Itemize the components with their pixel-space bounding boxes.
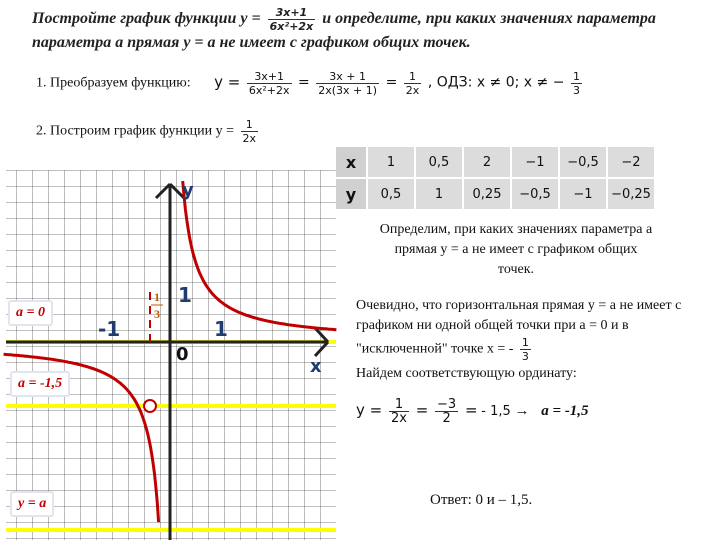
label-a-zero: a = 0: [8, 300, 53, 326]
table-cell: −0,5: [511, 178, 559, 210]
label-a-minus: a = -1,5: [10, 371, 70, 397]
table-cell: 1: [367, 146, 415, 178]
table-cell: 2: [463, 146, 511, 178]
table-cell: 0,5: [415, 146, 463, 178]
function-graph: [0, 170, 340, 540]
table-header-x: x: [335, 146, 367, 178]
task-text-2: и определите, при каких значениях параметра: [322, 10, 656, 28]
step-1-label: 1. Преобразуем функцию:: [36, 75, 191, 91]
step-1-fraction-3: $\frac{1}{2x}$: [405, 70, 420, 97]
table-cell: 0,5: [367, 178, 415, 210]
table-row-y: [335, 178, 655, 210]
x-axis-label: x: [310, 356, 322, 377]
task-statement: [32, 6, 712, 53]
task-fraction: $\frac{3x+1}{\text{6x²+2x}}$: [269, 6, 314, 33]
calc-fraction-1: $\frac{1}{2x}$: [390, 397, 407, 426]
explanation-main: Очевидно, что горизонтальная прямая y = a не имеет с графиком ни одной общей точки при a = 0 и в "исключенной" точке x = - $\frac{1}{3}$: [356, 298, 682, 363]
task-formula: y = $\frac{3x+1}{\text{6x²+2x}}$: [240, 6, 314, 33]
table-cell: −1: [559, 178, 607, 210]
domain-condition: , ОДЗ: x ≠ 0; x ≠ −: [427, 74, 565, 91]
step-1-fraction-1: $\frac{3x+1}{\text{6x²+2x}}$: [248, 70, 290, 97]
table-cell: −0,5: [559, 146, 607, 178]
task-text-1: Постройте график функции: [32, 10, 237, 28]
table-row-x: [335, 146, 655, 178]
asymptote-fraction-den: 3: [154, 307, 160, 321]
table-header-y: у: [335, 178, 367, 210]
table-cell: 1: [415, 178, 463, 210]
step-2: [36, 118, 261, 145]
asymptote-fraction-num: 1: [154, 290, 160, 304]
table-cell: 0,25: [463, 178, 511, 210]
table-cell: −1: [511, 146, 559, 178]
ordinate-calculation: у = $\frac{1}{2x}$ = $\frac{-3}{2}$ = - 1,5 → a = -1,5: [356, 397, 589, 426]
task-text-3: параметра a прямая y = a не имеет с графиком общих точек.: [32, 34, 471, 51]
result-value: a = -1,5: [541, 402, 589, 419]
label-y-eq-a: y = a: [10, 491, 54, 517]
answer: Ответ: 0 и – 1,5.: [430, 492, 533, 508]
values-table: [334, 145, 656, 211]
calc-fraction-2: $\frac{-3}{2}$: [437, 397, 457, 426]
table-cell: −0,25: [607, 178, 655, 210]
step-2-label: 2. Построим график функции y =: [36, 123, 235, 139]
step-1: 1. Преобразуем функцию: y = $\frac{3x+1}{\text{6x²+2x}}$ = $\frac{3x + 1}{2x(3x + 1)}$ = $\frac{1}{2x}$ , ОДЗ: x ≠ 0; x ≠ − $\frac{1}{3}$: [36, 70, 580, 97]
tick-one-x: 1: [214, 317, 228, 341]
table-cell: −2: [607, 146, 655, 178]
origin-label: 0: [176, 344, 189, 365]
tick-minus-one: -1: [98, 317, 121, 341]
arrow-icon: →: [514, 402, 530, 419]
tick-one-y: 1: [178, 283, 192, 307]
explanation-ordinate: Найдем соответствующую ординату:: [356, 366, 577, 381]
step-1-fraction-2: $\frac{3x + 1}{2x(3x + 1)}$: [318, 70, 378, 97]
domain-fraction: $\frac{1}{3}$: [572, 70, 580, 97]
excluded-point: [144, 400, 156, 412]
y-axis-label: у: [182, 180, 194, 201]
explanation-intro: Определим, при каких значениях параметра a прямая y = a не имеет с графиком общих точек.: [379, 222, 653, 277]
explanation-fraction: $\frac{1}{3}$: [521, 336, 529, 363]
step-2-fraction: $\frac{1}{2x}$: [242, 118, 257, 145]
